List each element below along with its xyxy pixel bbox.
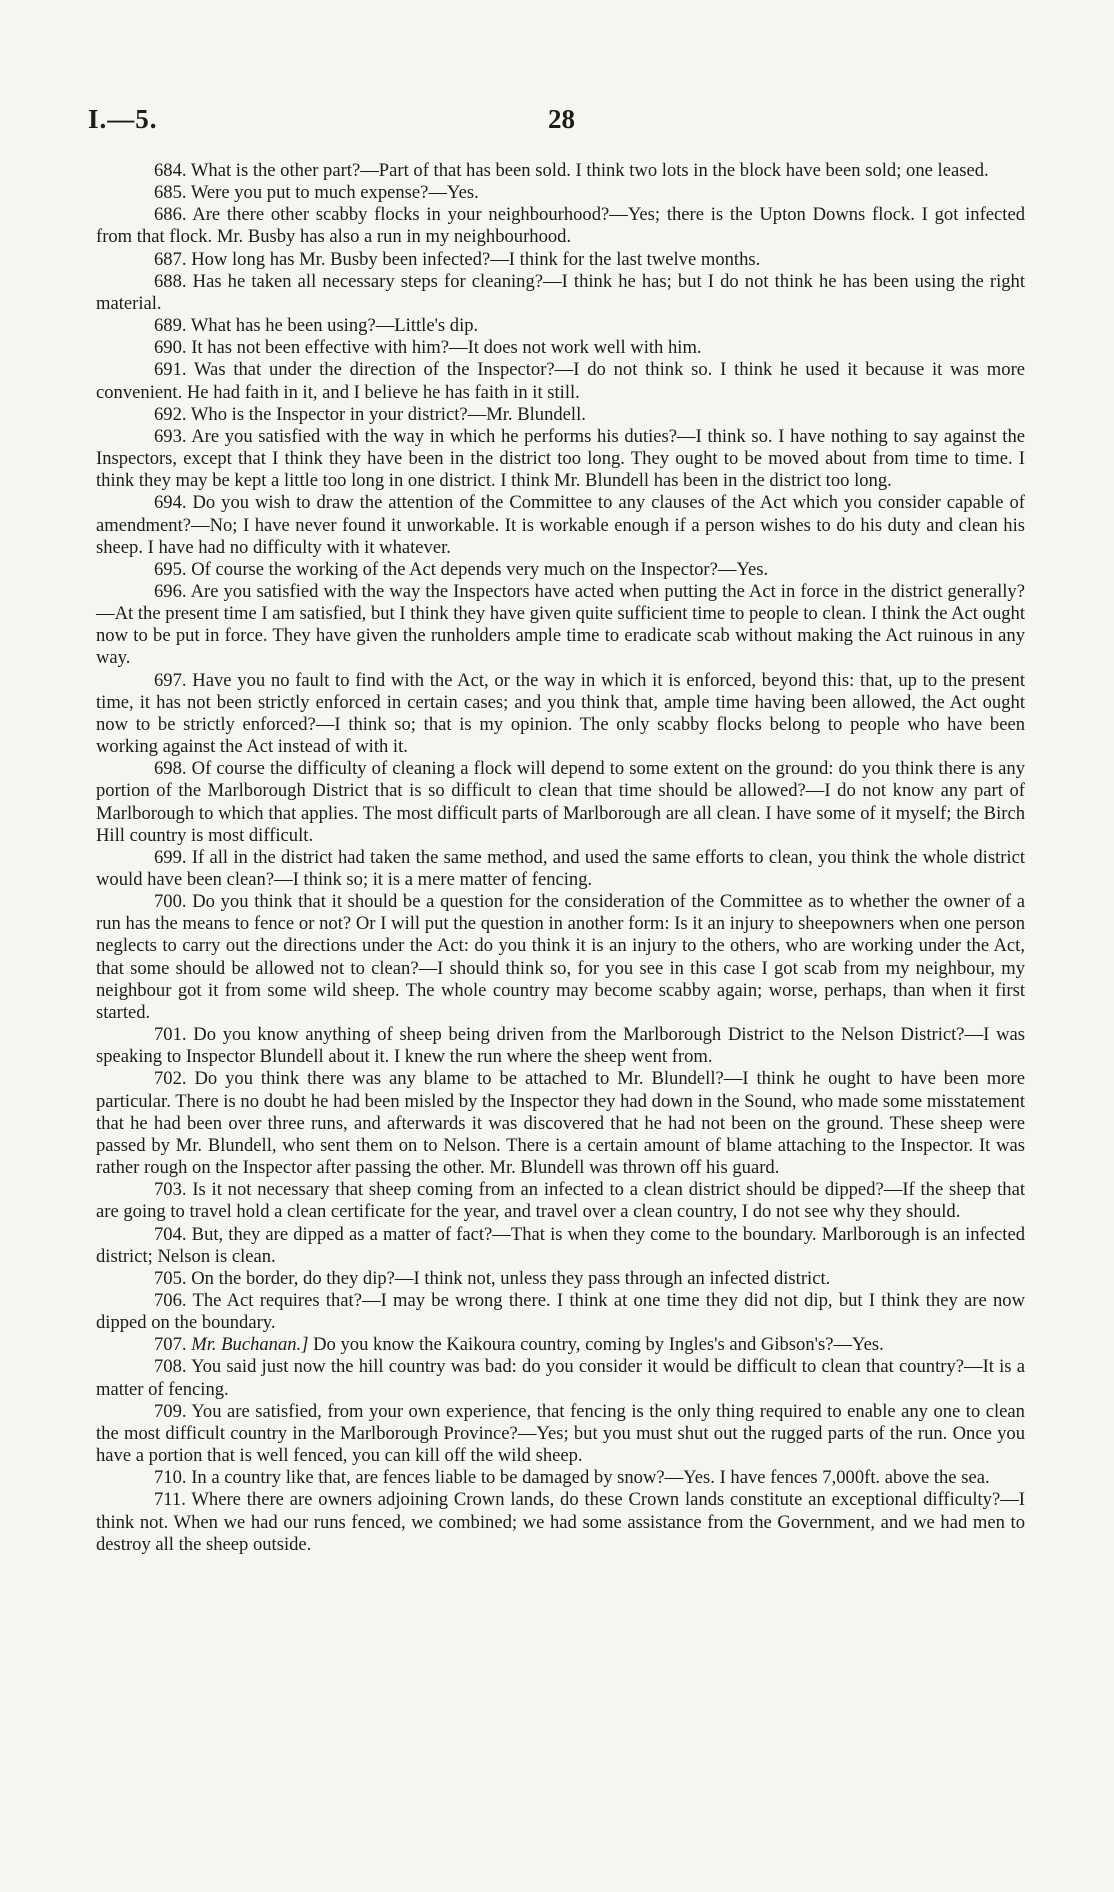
document-reference: I.—5. [88,104,158,134]
paragraph-707 [96,1334,1025,1356]
paragraph-text: Of course the working of the Act depends very much on the Inspector?—Yes. [191,558,769,580]
evidence-text [96,160,1025,1556]
question-number: 707. [154,1334,187,1356]
paragraph-700 [96,891,1025,1024]
paragraph-text: You are satisfied, from your own experience, that fencing is the only thing required to enable any one to clean the most difficult country in the Marlborough Province?—Yes; but you must shut out the rugged parts of the run. Once you have a portion that is well fenced, you can kill off the wild sheep. [96,1400,1025,1467]
paragraph-text: Is it not necessary that sheep coming from an infected to a clean district should be dipped?—If the sheep that are going to travel hold a clean certificate for the year, and travel over a clean country, I do not see why they should. [96,1179,1025,1223]
paragraph-text: Was that under the direction of the Inspector?—I do not think so. I think he used it because it was more convenient. He had faith in it, and I believe he has faith in it still. [96,359,1026,403]
question-number: 687. [154,248,187,270]
paragraph-711 [96,1489,1025,1555]
paragraph-694 [96,492,1025,558]
question-number: 698. [154,758,187,780]
paragraph-705 [96,1268,1025,1290]
paragraph-text: But, they are dipped as a matter of fact?—That is when they come to the boundary. Marlborough is an infected district; Nelson is clean. [96,1223,1025,1267]
page-number: 28 [548,104,575,134]
paragraph-693 [96,426,1025,492]
question-number: 688. [154,270,187,292]
paragraph-701 [96,1024,1025,1068]
paragraph-text: You said just now the hill country was bad: do you consider it would be difficult to clean that country?—It is a matter of fencing. [96,1356,1025,1400]
paragraph-696 [96,581,1025,670]
speaker-name: Mr. Buchanan.] [191,1334,309,1356]
question-number: 684. [154,160,187,181]
paragraph-text: In a country like that, are fences liable to be damaged by snow?—Yes. I have fences 7,000ft. above the sea. [191,1467,990,1489]
question-number: 685. [154,182,187,204]
question-number: 701. [154,1024,187,1046]
question-number: 695. [154,558,187,580]
question-number: 702. [154,1068,187,1090]
paragraph-text: Has he taken all necessary steps for cleaning?—I think he has; but I do not think he has been using the right material. [96,270,1025,314]
page-header [88,104,1026,138]
paragraph-688 [96,271,1025,315]
paragraph-704 [96,1224,1025,1268]
paragraph-text: Do you know anything of sheep being driven from the Marlborough District to the Nelson District?—I was speaking to Inspector Blundell about it. I knew the run where the sheep went from. [96,1024,1025,1068]
paragraph-685 [96,182,1025,204]
paragraph-text: Of course the difficulty of cleaning a flock will depend to some extent on the ground: do you think there is any portion of the Marlborough District that is so difficult to clean that time should be allowed?—I do not know any part of Marlborough to which that applies. The most difficult parts of Marlborough are all clean. I have some of it myself; the Birch Hill country is most difficult. [96,758,1025,846]
question-number: 699. [154,846,187,868]
paragraph-text: On the border, do they dip?—I think not, unless they pass through an infected district. [191,1267,831,1289]
paragraph-text: Where there are owners adjoining Crown lands, do these Crown lands constitute an exceptional difficulty?—I think not. When we had our runs fenced, we combined; we had some assistance from the Government, and we had men to destroy all the sheep outside. [96,1489,1025,1555]
paragraph-687 [96,249,1025,271]
paragraph-702 [96,1068,1025,1179]
question-number: 706. [154,1289,187,1311]
paragraph-text: What has he been using?—Little's dip. [190,315,479,337]
paragraph-text: Do you know the Kaikoura country, coming by Ingles's and Gibson's?—Yes. [313,1334,884,1356]
question-number: 696. [154,580,187,602]
paragraph-text: Do you wish to draw the attention of the Committee to any clauses of the Act which you consider capable of amendment?—No; I have never found it unworkable. It is workable enough if a person wishes to do his duty and clean his sheep. I have had no difficulty with it whatever. [96,492,1025,558]
paragraph-690 [96,337,1025,359]
paragraph-text: Are there other scabby flocks in your neighbourhood?—Yes; there is the Upton Downs flock. I got infected from that flock. Mr. Busby has also a run in my neighbourhood. [96,204,1025,248]
paragraph-699 [96,847,1025,891]
question-number: 691. [154,359,187,381]
paragraph-text: Do you think there was any blame to be attached to Mr. Blundell?—I think he ought to have been more particular. There is no doubt he had been misled by the Inspector they had down in the Sound, who made some misstatement that he had been over three runs, and afterwards it was discovered that he had not been on the ground. These sheep were passed by Mr. Blundell, who sent them on to Nelson. There is a certain amount of blame attaching to the Inspector. It was rather rough on the Inspector after passing the other. Mr. Blundell was thrown off his guard. [96,1068,1025,1179]
question-number: 697. [154,669,187,691]
paragraph-text: The Act requires that?—I may be wrong there. I think at one time they did not dip, but I think they are now dipped on the boundary. [96,1289,1025,1334]
paragraph-697 [96,670,1025,759]
question-number: 692. [154,403,187,425]
paragraph-text: Have you no fault to find with the Act, or the way in which it is enforced, beyond this: that, up to the present time, it has not been strictly enforced in certain cases; and you think that, ample time having been allowed, the Act ought now to be strictly enforced?—I think so; that is my opinion. The only scabby flocks belong to people who have been working against the Act instead of with it. [96,669,1025,758]
paragraph-691 [96,359,1025,403]
paragraph-text: Are you satisfied with the way the Inspectors have acted when putting the Act in force in the district generally?—At the present time I am satisfied, but I think they have given quite sufficient time to people to clean. I think the Act ought now to be put in force. They have given the runholders ample time to eradicate scab without making the Act ruinous in any way. [96,580,1025,669]
paragraph-695 [96,559,1025,581]
question-number: 708. [154,1356,187,1378]
paragraph-686 [96,204,1025,248]
question-number: 711. [154,1489,186,1511]
paragraph-text: How long has Mr. Busby been infected?—I think for the last twelve months. [191,248,761,270]
paragraph-text: It has not been effective with him?—It does not work well with him. [191,337,702,359]
paragraph-text: Do you think that it should be a question for the consideration of the Committee as to whether the owner of a run has the means to fence or not? Or I will put the question in another form: Is it an injury to sheepowners when one person neglects to carry out the directions under the Act: do you think it is an injury to the others, who are working under the Act, that some should be allowed not to clean?—I should think so, for you see in this case I got scab from my neighbour, my neighbour got it from some wild sheep. The whole country may become scabby again; worse, perhaps, than when it first started. [96,891,1025,1023]
question-number: 690. [154,337,187,359]
question-number: 686. [154,204,187,226]
question-number: 689. [154,315,187,337]
paragraph-692 [96,404,1025,426]
paragraph-text: Are you satisfied with the way in which he performs his duties?—I think so. I have nothing to say against the Inspectors, except that I think they have been in the district too long. They ought to be moved about from time to time. I think they may be kept a little too long in one district. I think Mr. Blundell has been in the district too long. [96,425,1025,492]
question-number: 694. [154,492,187,514]
paragraph-709 [96,1401,1025,1467]
paragraph-706 [96,1290,1025,1334]
paragraph-703 [96,1179,1025,1223]
paragraph-684 [96,160,1025,182]
paragraph-698 [96,758,1025,847]
paragraph-text: Were you put to much expense?—Yes. [190,182,479,204]
question-number: 709. [154,1400,187,1422]
paragraph-710 [96,1467,1025,1489]
paragraph-708 [96,1356,1025,1400]
question-number: 704. [154,1223,187,1245]
paragraph-text: Who is the Inspector in your district?—Mr. Blundell. [190,403,586,425]
paragraph-689 [96,315,1025,337]
question-number: 705. [154,1267,187,1289]
question-number: 703. [154,1179,187,1201]
question-number: 693. [154,425,187,447]
paragraph-text: What is the other part?—Part of that has been sold. I think two lots in the block have been sold; one leased. [190,160,989,181]
question-number: 700. [154,891,187,913]
question-number: 710. [154,1467,187,1489]
paragraph-text: If all in the district had taken the same method, and used the same efforts to clean, you think the whole district would have been clean?—I think so; it is a mere matter of fencing. [96,846,1026,890]
